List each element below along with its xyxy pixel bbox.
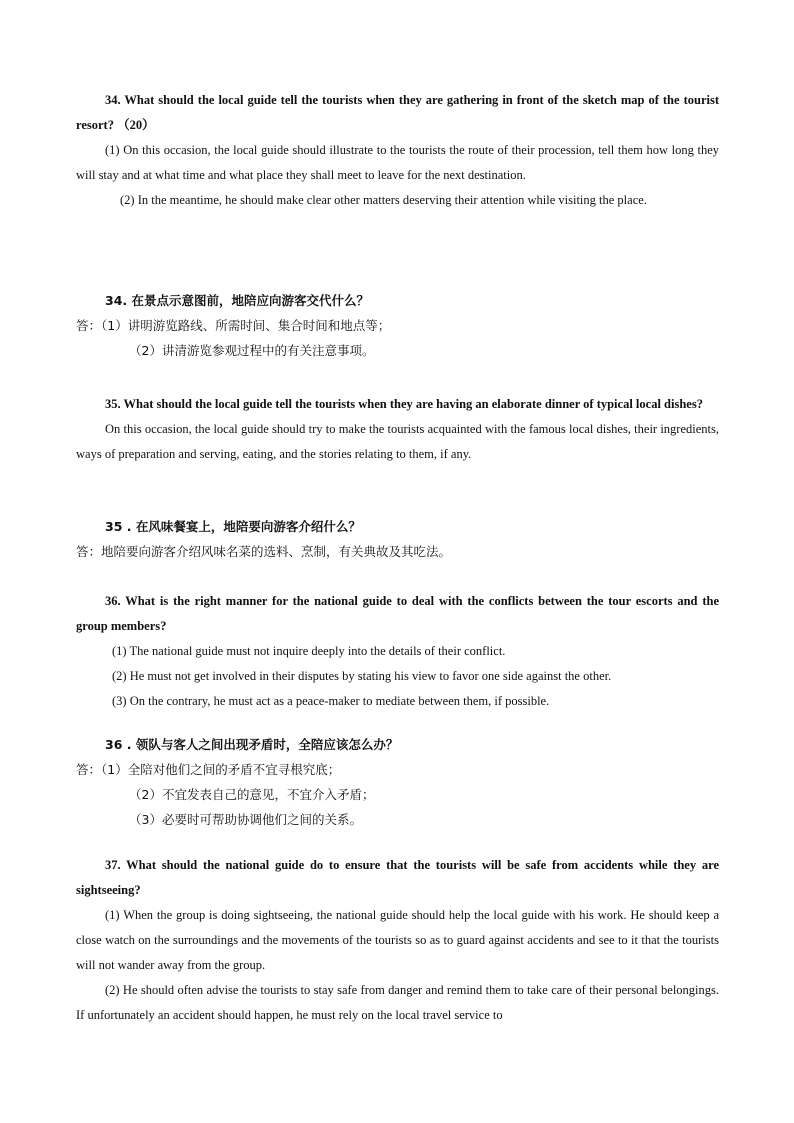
q34-en-question: 34. What should the local guide tell the tourists when they are gathering in front of the sketch map of the tourist resort? （20） bbox=[76, 93, 719, 132]
q36-zh-question: 36 . 领队与客人之间出现矛盾时，全陪应该怎么办？ bbox=[105, 737, 399, 752]
q34-zh-answer-2: （2）讲清游览参观过程中的有关注意事项。 bbox=[129, 343, 375, 358]
q36-zh-answer-1: 答：（1）全陪对他们之间的矛盾不宜寻根究底； bbox=[76, 762, 341, 777]
q36-en-answer-2: (2) He must not get involved in their disputes by stating his view to favor one side against the other. bbox=[112, 669, 612, 683]
q35-en-answer: On this occasion, the local guide should try to make the tourists acquainted with the famous local dishes, their ingredients, ways of preparation and serving, eating, and the stories relating to them, if any. bbox=[76, 422, 719, 461]
q35-en-block bbox=[76, 392, 719, 467]
q34-en-answer-2: (2) In the meantime, he should make clear other matters deserving their attention while visiting the place. bbox=[120, 193, 647, 207]
q37-en-question: 37. What should the national guide do to ensure that the tourists will be safe from accidents while they are sightseeing? bbox=[76, 858, 719, 897]
q34-en-answer-1: (1) On this occasion, the local guide should illustrate to the tourists the route of their procession, tell them how long they will stay and at what time and what place they shall meet to leave for the next destination. bbox=[76, 143, 719, 182]
q37-en-answer-2: (2) He should often advise the tourists to stay safe from danger and remind them to take care of their personal belongings. If unfortunately an accident should happen, he must rely on the local travel service to bbox=[76, 983, 719, 1022]
q36-en-question: 36. What is the right manner for the national guide to deal with the conflicts between the tour escorts and the group members? bbox=[76, 594, 719, 633]
q37-en-block bbox=[76, 853, 719, 1028]
q34-zh-question: 34. 在景点示意图前，地陪应向游客交代什么？ bbox=[105, 293, 369, 308]
q34-zh-block bbox=[76, 288, 719, 363]
q35-zh-block bbox=[76, 514, 719, 564]
q36-zh-block bbox=[76, 732, 719, 832]
q34-zh-answer-1: 答：（1）讲明游览路线、所需时间、集合时间和地点等； bbox=[76, 318, 391, 333]
q36-en-answer-1: (1) The national guide must not inquire deeply into the details of their conflict. bbox=[112, 644, 506, 658]
q34-en-block bbox=[76, 88, 719, 213]
q35-zh-answer: 答：地陪要向游客介绍风味名菜的选料、烹制，有关典故及其吃法。 bbox=[76, 544, 452, 559]
q36-en-block bbox=[76, 589, 719, 714]
q35-en-question: 35. What should the local guide tell the tourists when they are having an elaborate dinner of typical local dishes? bbox=[105, 397, 703, 411]
q35-zh-question: 35 . 在风味餐宴上，地陪要向游客介绍什么？ bbox=[105, 519, 361, 534]
q36-zh-answer-3: （3）必要时可帮助协调他们之间的关系。 bbox=[129, 812, 362, 827]
q36-zh-answer-2: （2）不宜发表自己的意见，不宜介入矛盾； bbox=[129, 787, 375, 802]
q37-en-answer-1: (1) When the group is doing sightseeing, the national guide should help the local guide with his work. He should keep a close watch on the surroundings and the movements of the tourists so as to guard against accidents and see to it that the tourists will not wander away from the group. bbox=[76, 908, 719, 972]
q36-en-answer-3: (3) On the contrary, he must act as a peace-maker to mediate between them, if possible. bbox=[112, 694, 550, 708]
